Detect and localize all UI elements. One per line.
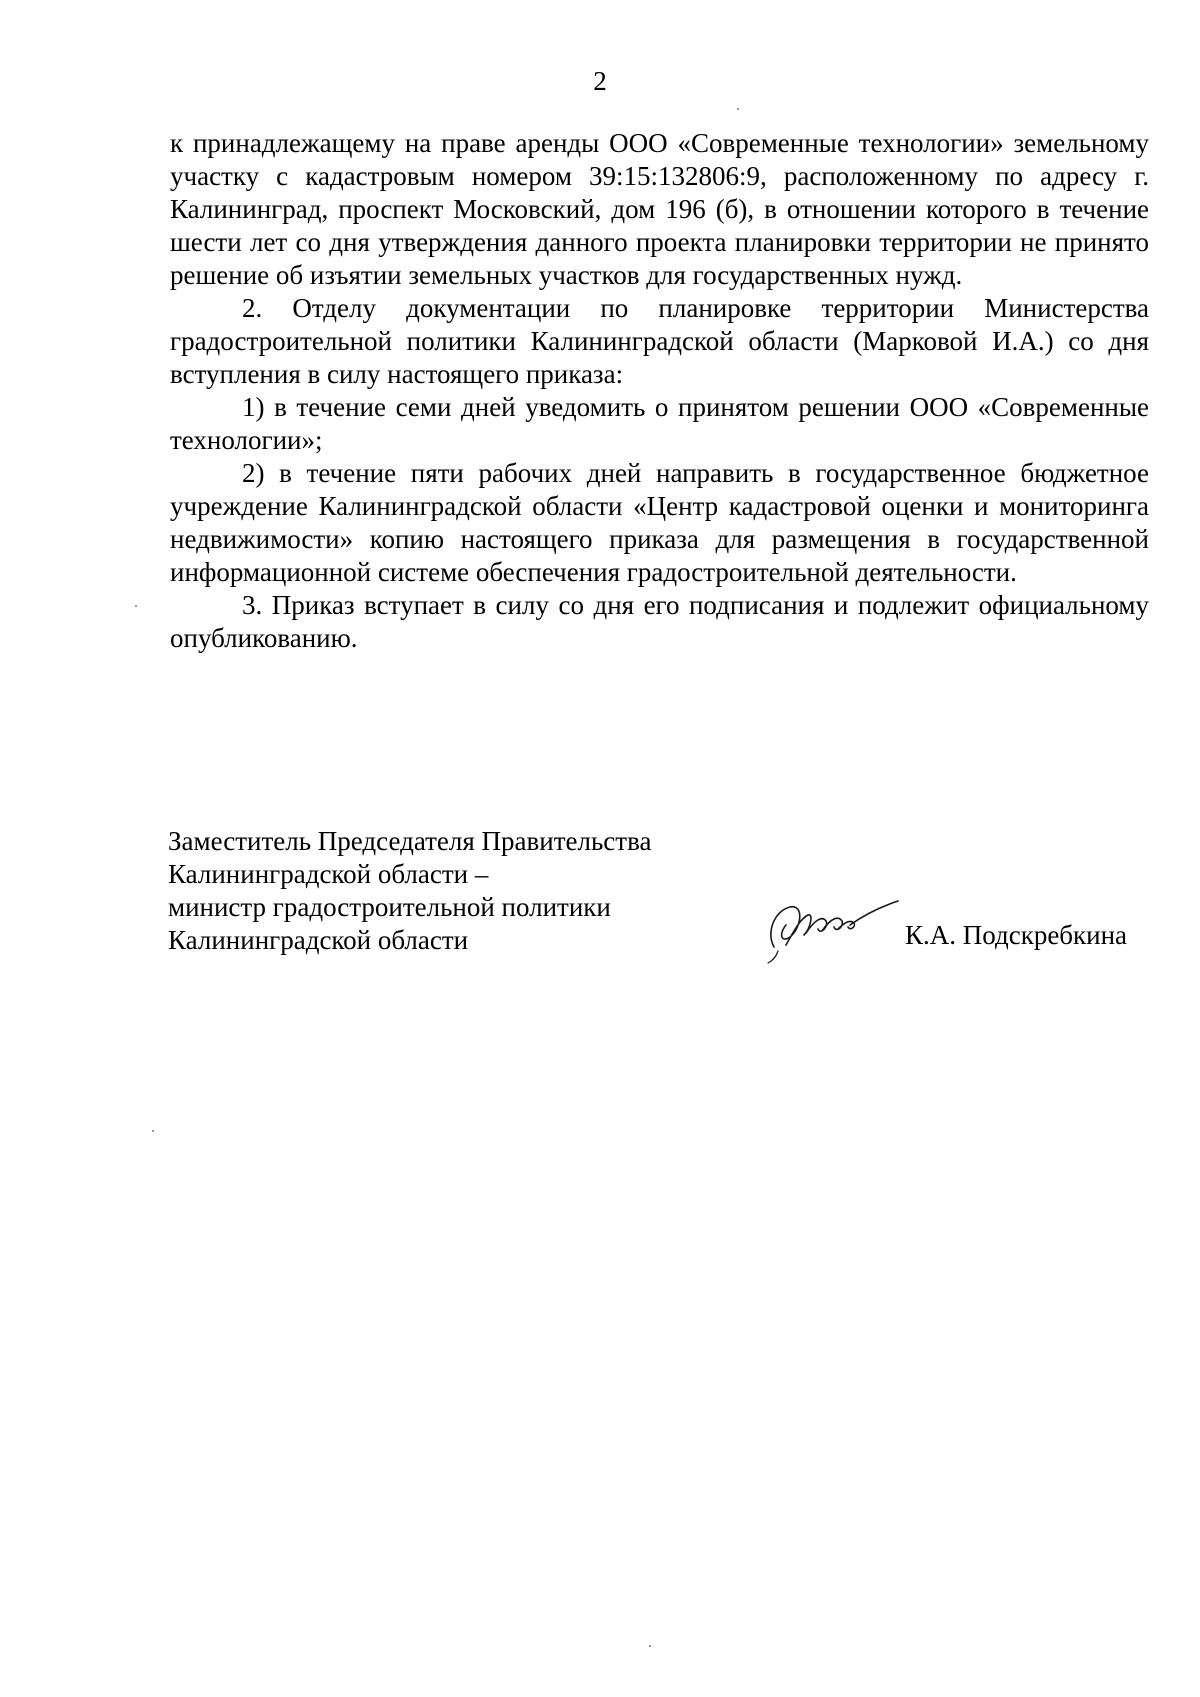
signatory-name: К.А. Подскребкина — [905, 920, 1128, 950]
scan-speck — [152, 1130, 154, 1132]
scan-speck — [649, 1645, 651, 1647]
scan-speck — [737, 108, 739, 110]
document-body — [170, 127, 1149, 655]
signatory-title-line: министр градостроительной политики — [168, 892, 611, 922]
signatory-title-line: Калининградской области — [168, 925, 469, 955]
page-number: 2 — [593, 66, 607, 96]
paragraph-continuation: к принадлежащему на праве аренды ООО «Современные технологии» земельному участку с кадастровым номером 39:15:132806:9, расположенному по адресу г. Калининград, проспект Московский, дом 196 (б), в отношении которого в течение шести лет со дня утверждения данного проекта планировки территории не принято решение об изъятии земельных участков для государственных нужд. — [170, 128, 1149, 290]
signatory-title — [168, 825, 651, 957]
paragraph-item-3: 3. Приказ вступает в силу со дня его подписания и подлежит официальному опубликованию. — [170, 590, 1149, 653]
signatory-title-line: Калининградской области – — [168, 859, 489, 889]
paragraph-item-2: 2. Отделу документации по планировке территории Министерства градостроительной политики Калининградской области (Марковой И.А.) со дня вступления в силу настоящего приказа: — [170, 293, 1149, 389]
scan-speck — [135, 605, 137, 607]
paragraph-subitem-1: 1) в течение семи дней уведомить о принятом решении ООО «Современные технологии»; — [170, 392, 1149, 455]
handwritten-signature — [760, 885, 910, 965]
signatory-title-line: Заместитель Председателя Правительства — [168, 826, 652, 856]
paragraph-subitem-2: 2) в течение пяти рабочих дней направить в государственное бюджетное учреждение Калининградской области «Центр кадастровой оценки и мониторинга недвижимости» копию настоящего приказа для размещения в государственной информационной системе обеспечения градостроительной деятельности. — [170, 458, 1149, 587]
